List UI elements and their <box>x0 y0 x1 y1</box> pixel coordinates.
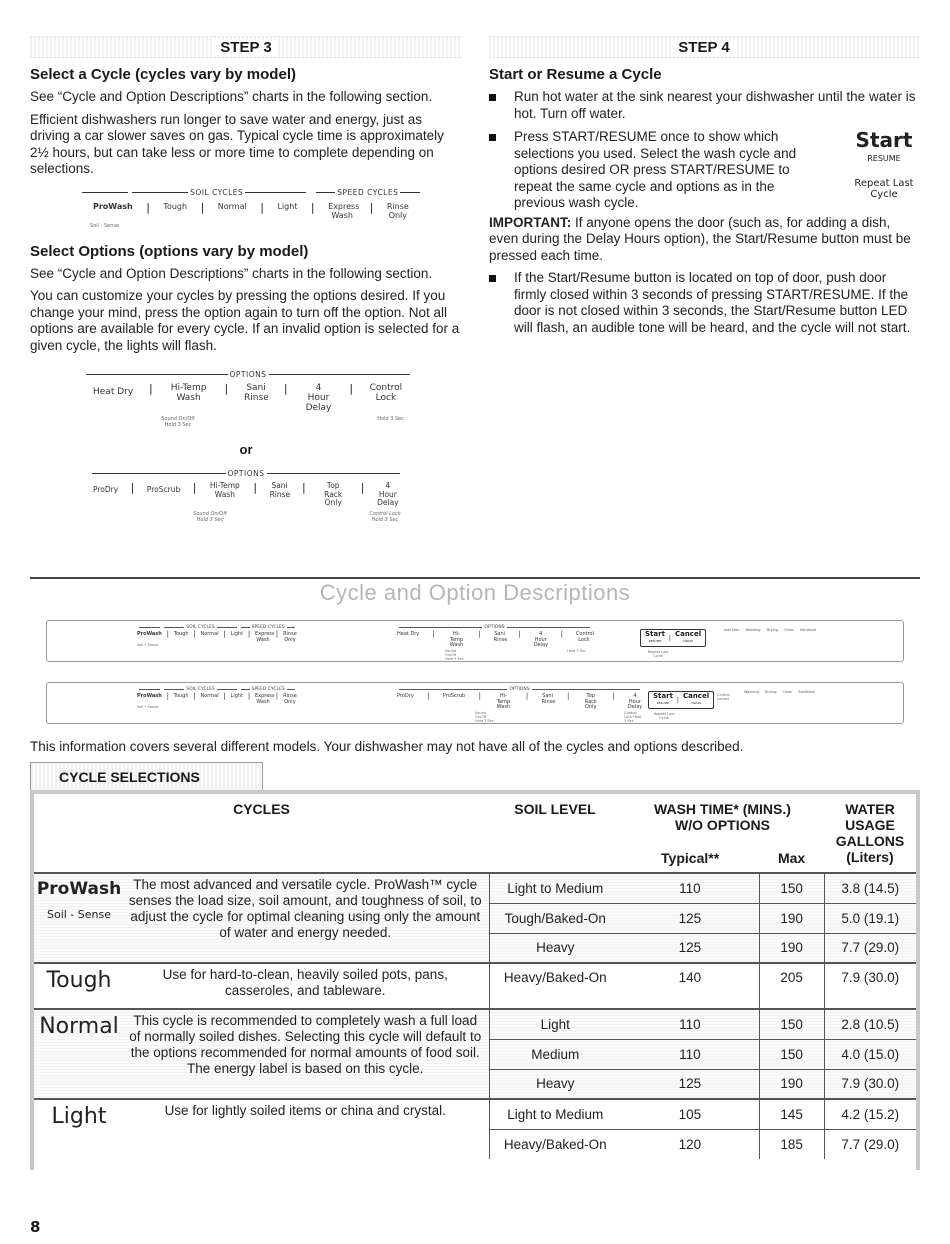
typical-time: 125 <box>621 903 759 933</box>
max-time: 190 <box>759 933 824 963</box>
cp1-sound-note: Sound On/Off Hold 3 Sec <box>445 648 464 661</box>
step-4-bullets-2 <box>489 270 919 336</box>
water-usage: 5.0 (19.1) <box>824 903 916 933</box>
header-soil-level: SOIL LEVEL <box>514 801 596 817</box>
cycle-panel-diagram: SOIL CYCLES SPEED CYCLES ProWash | Tough | Normal | Light | Express Wash | Rinse Only Soil - Sense <box>80 188 422 229</box>
cycle-description: The most advanced and versatile cycle. ProWash™ cycle senses the load size, soil amount, and toughness of soil, to adjust the cycle for optimal cleaning using only the amount of water and energy needed. <box>124 873 489 963</box>
header-water-usage: WATER USAGE GALLONS (Liters) <box>835 801 905 865</box>
cp1-status-sanitized: Sanitized <box>800 628 817 632</box>
cp2-control-lock-note: Control Lock Hold 3 Sec <box>624 710 642 723</box>
cp1-express-wash: Express Wash <box>254 631 275 643</box>
cp2-status-sanitized: Sanitized <box>798 690 815 694</box>
cp2-sound-note: Sound On/Off Hold 3 Sec <box>475 710 494 723</box>
header-max: Max <box>777 850 806 866</box>
delay-button-b: 4 Hour Delay <box>377 481 399 507</box>
express-wash-button: Express Wash <box>328 201 360 220</box>
water-usage: 2.8 (10.5) <box>824 1009 916 1039</box>
top-rack-only-button: Top Rack Only <box>324 481 343 507</box>
typical-time: 125 <box>621 933 759 963</box>
sound-note-a: Sound On/Off Hold 3 Sec <box>161 416 195 428</box>
start-resume-graphic <box>849 129 919 200</box>
heat-dry-button: Heat Dry <box>93 387 134 397</box>
typical-time: 110 <box>621 1009 759 1039</box>
cp2-normal: Normal <box>200 693 219 699</box>
cp1-heat-dry: Heat Dry <box>397 631 420 637</box>
cp1-status-washing: Washing <box>745 628 761 632</box>
options-label-b: OPTIONS <box>90 469 402 478</box>
max-time: 145 <box>759 1099 824 1129</box>
bullet-square-icon <box>489 134 496 141</box>
cp1-options-label: OPTIONS <box>484 625 505 630</box>
cp2-hi-temp-wash: Hi-Temp Wash <box>496 693 511 710</box>
step-4-bullets <box>489 89 919 212</box>
sani-rinse-button: Sani Rinse <box>244 383 269 403</box>
cp1-light: Light <box>230 631 244 637</box>
options-panel-b: OPTIONS ProDry | ProScrub | Hi-Temp Wash | Sani Rinse | Top Rack Only | 4 Hour Delay Sound On/Off Hold 3 Sec Control Lock Hold 3 Sec <box>90 469 402 523</box>
proscrub-button: ProScrub <box>146 485 181 494</box>
cycle-description: Use for hard-to-clean, heavily soiled pots, pans, casseroles, and tableware. <box>124 963 489 1009</box>
cp1-speed-label: SPEED CYCLES <box>251 625 285 630</box>
cp2-status-lights <box>744 690 815 694</box>
step-4-label: STEP 4 <box>672 39 735 56</box>
cp1-repeat-note: Repeat Last Cycle <box>647 650 669 658</box>
repeat-last-cycle-label: Repeat Last Cycle <box>854 177 914 200</box>
cp1-soil-note: Soil • Sense <box>137 643 159 647</box>
soil-level: Light to Medium <box>489 873 621 903</box>
typical-time: 110 <box>621 873 759 903</box>
cp1-sani-rinse: Sani Rinse <box>493 631 508 643</box>
cp2-sani-rinse: Sani Rinse <box>541 693 556 705</box>
cycle-name-cell <box>34 1099 124 1159</box>
select-cycle-para-2: Efficient dishwashers run longer to save water and energy, just as driving a car slower saves on gas. Typical cycle time is approximately 2½ hours, but can take less or more time to complete depending on selections. <box>30 111 444 176</box>
rinse-only-button: Rinse Only <box>386 201 409 220</box>
cp1-status-drying: Drying <box>766 628 779 632</box>
cp1-start: Start RESUME <box>645 630 665 643</box>
cp1-start-cancel: Start RESUME | Cancel DRAIN <box>640 629 706 647</box>
control-lock-button: Control Lock <box>369 383 403 403</box>
prowash-button: ProWash <box>93 201 133 211</box>
cp2-prodry: ProDry <box>397 693 414 699</box>
max-time: 190 <box>759 1069 824 1099</box>
max-time: 185 <box>759 1129 824 1159</box>
cycle-name-cell <box>34 1009 124 1099</box>
cp2-options-label: OPTIONS <box>509 687 530 692</box>
water-usage: 7.7 (29.0) <box>824 1129 916 1159</box>
table-row <box>34 873 916 903</box>
step-3-column <box>30 36 462 523</box>
select-cycle-title: Select a Cycle (cycles vary by model) <box>30 66 296 83</box>
water-usage: 7.7 (29.0) <box>824 933 916 963</box>
max-time: 150 <box>759 1039 824 1069</box>
cp2-rinse-only: Rinse Only <box>283 693 297 705</box>
cp1-hold-note: Hold 3 Sec <box>567 648 586 653</box>
step-4-header <box>489 36 919 58</box>
control-panel-1: SOIL CYCLES SPEED CYCLES ProWash | Tough | Normal | Light | Express Wash | Rinse Only Soil • Sense OPTIONS Heat Dry | Hi-Temp Wash | Sani Rinse | 4 Hour Delay | Control Lock Sound On/Off Hold 3 Sec Hold 3 Sec Start RESUME | Cancel DRAIN Repeat Last Cycle Add Dish Washing Drying Clean Sanitized <box>46 620 904 662</box>
water-usage: 4.0 (15.0) <box>824 1039 916 1069</box>
tough-button: Tough <box>163 201 188 211</box>
cycle-name: Light <box>51 1104 107 1129</box>
delay-button: 4 Hour Delay <box>305 383 332 413</box>
bullet-square-icon <box>489 275 496 282</box>
select-options-para-2: You can customize your cycles by pressing the options desired. If you change your mind, press the option again to turn off the option. Not all options are available for every cycle. If an invalid option is selected for a given cycle, the lights will flash. <box>30 288 460 353</box>
select-options-para-1: See “Cycle and Option Descriptions” charts in the following section. <box>30 265 433 281</box>
water-usage: 7.9 (30.0) <box>824 963 916 1009</box>
section-divider <box>30 577 920 579</box>
start-label: Start <box>855 128 913 152</box>
cp2-status-drying: Drying <box>764 690 777 694</box>
light-button: Light <box>277 201 298 211</box>
cp2-proscrub: ProScrub <box>442 693 466 699</box>
cp2-repeat-note: Repeat Last Cycle <box>653 712 675 720</box>
cycle-selections-table-wrap <box>30 790 920 1170</box>
cp1-delay: 4 Hour Delay <box>533 631 549 648</box>
cp2-light: Light <box>230 693 244 699</box>
important-note: IMPORTANT: If anyone opens the door (such as, for adding a dish, even during the Delay Hours option), the Start/Resume button must be pressed each time. <box>489 214 911 263</box>
step-3-label: STEP 3 <box>214 39 277 56</box>
cp2-status-clean: Clean <box>782 690 793 694</box>
sani-rinse-button-b: Sani Rinse <box>269 481 291 499</box>
cp2-status-washing: Washing <box>744 690 759 694</box>
bullet-door-close: If the Start/Resume button is located on top of door, push door firmly closed within 3 seconds of pressing START/RESUME. If the door is not closed within 3 seconds, the Start/Resume button LED will flash, an audible tone will be heard, and the cycle will not start. <box>489 270 919 336</box>
cycle-name: ProWash <box>36 879 122 899</box>
water-usage: 4.2 (15.2) <box>824 1099 916 1129</box>
cp2-express-wash: Express Wash <box>254 693 275 705</box>
bullet-square-icon <box>489 94 496 101</box>
cycle-description: Use for lightly soiled items or china and crystal. <box>124 1099 489 1159</box>
table-row <box>34 963 916 1009</box>
cp2-control-locked: Control Locked <box>717 693 730 701</box>
cp1-normal: Normal <box>200 631 219 637</box>
soil-level: Heavy/Baked-On <box>489 1129 621 1159</box>
sound-note-b: Sound On/Off Hold 3 Sec <box>193 510 227 523</box>
select-options-title: Select Options (options vary by model) <box>30 242 309 260</box>
typical-time: 110 <box>621 1039 759 1069</box>
water-usage: 3.8 (14.5) <box>824 873 916 903</box>
cp2-prowash: ProWash <box>137 693 162 699</box>
soil-level: Medium <box>489 1039 621 1069</box>
hold-note-a: Hold 3 Sec <box>377 416 404 422</box>
cycle-selections-table <box>34 794 916 1159</box>
cycle-name: Normal <box>39 1014 119 1039</box>
soil-level: Tough/Baked-On <box>489 903 621 933</box>
cp1-prowash: ProWash <box>137 631 162 637</box>
cp2-delay: 4 Hour Delay <box>627 693 643 710</box>
cycle-description: This cycle is recommended to completely wash a full load of normally soiled dishes. Selecting this cycle will default to the options recommended for normal amounts of food soil. The energy label is based on this cycle. <box>124 1009 489 1099</box>
soil-level: Heavy <box>489 933 621 963</box>
options-label-a: OPTIONS <box>84 370 412 379</box>
max-time: 150 <box>759 873 824 903</box>
header-typical: Typical** <box>661 850 720 866</box>
cp2-tough: Tough <box>173 693 189 699</box>
resume-label: RESUME <box>867 154 901 163</box>
max-time: 150 <box>759 1009 824 1039</box>
cp1-status-clean: Clean <box>784 628 795 632</box>
cycle-subname: Soil - Sense <box>46 908 111 921</box>
cp1-cancel: Cancel DRAIN <box>674 630 702 643</box>
or-label: or <box>239 442 253 457</box>
cp1-rinse-only: Rinse Only <box>283 631 297 643</box>
soil-level: Heavy <box>489 1069 621 1099</box>
cp2-cancel: Cancel DRAIN <box>682 692 710 705</box>
header-wash-time: WASH TIME* (MINS.) W/O OPTIONS <box>654 801 791 833</box>
page-number: 8 <box>30 1218 41 1236</box>
cp1-control-lock: Control Lock <box>575 631 594 643</box>
cp2-speed-label: SPEED CYCLES <box>251 687 285 692</box>
options-panel-a: OPTIONS Heat Dry | Hi-Temp Wash | Sani Rinse | 4 Hour Delay | Control Lock Sound On/Off Hold 3 Sec Hold 3 Sec <box>84 370 412 428</box>
cp1-status-lights <box>724 628 816 632</box>
soil-sense-note: Soil - Sense <box>90 222 120 229</box>
soil-cycles-label: SOIL CYCLES <box>80 188 308 197</box>
cycle-name-cell <box>34 873 124 963</box>
max-time: 190 <box>759 903 824 933</box>
cycle-option-descriptions-title: Cycle and Option Descriptions <box>319 580 631 605</box>
cp1-soil-label: SOIL CYCLES <box>186 625 215 630</box>
hi-temp-wash-button-b: Hi-Temp Wash <box>210 481 240 499</box>
bullet-press-start: Press START/RESUME once to show which selections you used. Select the wash cycle and options desired OR press START/RESUME to repeat the same cycle and options as in the previous wash cycle. Start RESUME Repeat Last Cycle <box>489 129 919 212</box>
prodry-button: ProDry <box>93 485 119 494</box>
step-3-header <box>30 36 462 58</box>
select-cycle-para-1: See “Cycle and Option Descriptions” charts in the following section. <box>30 89 433 104</box>
control-panel-2: SOIL CYCLES SPEED CYCLES ProWash | Tough | Normal | Light | Express Wash | Rinse Only Soil • Sense OPTIONS ProDry | ProScrub | Hi-Temp Wash | Sani Rinse | Top Rack Only | 4 Hour Delay Sound On/Off Hold 3 Sec Control Lock Hold 3 Sec Start RESUME | Cancel DRAIN Repeat Last Cycle Control Locked Washing Drying Clean Sanitized <box>46 682 904 724</box>
step-4-column <box>489 36 919 343</box>
header-cycles: CYCLES <box>233 801 290 817</box>
water-usage: 7.9 (30.0) <box>824 1069 916 1099</box>
table-row <box>34 1099 916 1129</box>
max-time: 205 <box>759 963 824 1009</box>
cp2-start-cancel: Start RESUME | Cancel DRAIN <box>648 691 714 709</box>
control-lock-note-b: Control Lock Hold 3 Sec <box>369 510 401 523</box>
start-resume-title: Start or Resume a Cycle <box>489 66 662 83</box>
cp2-top-rack-only: Top Rack Only <box>584 693 597 710</box>
typical-time: 125 <box>621 1069 759 1099</box>
hi-temp-wash-button: Hi-Temp Wash <box>170 383 207 403</box>
typical-time: 120 <box>621 1129 759 1159</box>
soil-level: Light to Medium <box>489 1099 621 1129</box>
cycle-selections-tab: CYCLE SELECTIONS <box>30 762 263 790</box>
cp1-tough: Tough <box>173 631 189 637</box>
soil-level: Light <box>489 1009 621 1039</box>
cp1-status-add-dish: Add Dish <box>724 628 740 632</box>
soil-level: Heavy/Baked-On <box>489 963 621 1009</box>
bullet-hot-water: Run hot water at the sink nearest your dishwasher until the water is hot. Turn off water. <box>489 89 919 122</box>
speed-cycles-label: SPEED CYCLES <box>314 188 422 197</box>
typical-time: 140 <box>621 963 759 1009</box>
cp1-hi-temp-wash: Hi-Temp Wash <box>449 631 464 648</box>
typical-time: 105 <box>621 1099 759 1129</box>
cp2-start: Start RESUME <box>653 692 673 705</box>
cycle-name: Tough <box>46 968 112 993</box>
cycle-name-cell <box>34 963 124 1009</box>
cp2-soil-note: Soil • Sense <box>137 705 159 709</box>
models-info-line: This information covers several different models. Your dishwasher may not have all of the cycles and options described. <box>30 739 744 754</box>
cp2-soil-label: SOIL CYCLES <box>186 687 215 692</box>
normal-button: Normal <box>217 201 247 211</box>
table-row <box>34 1009 916 1039</box>
